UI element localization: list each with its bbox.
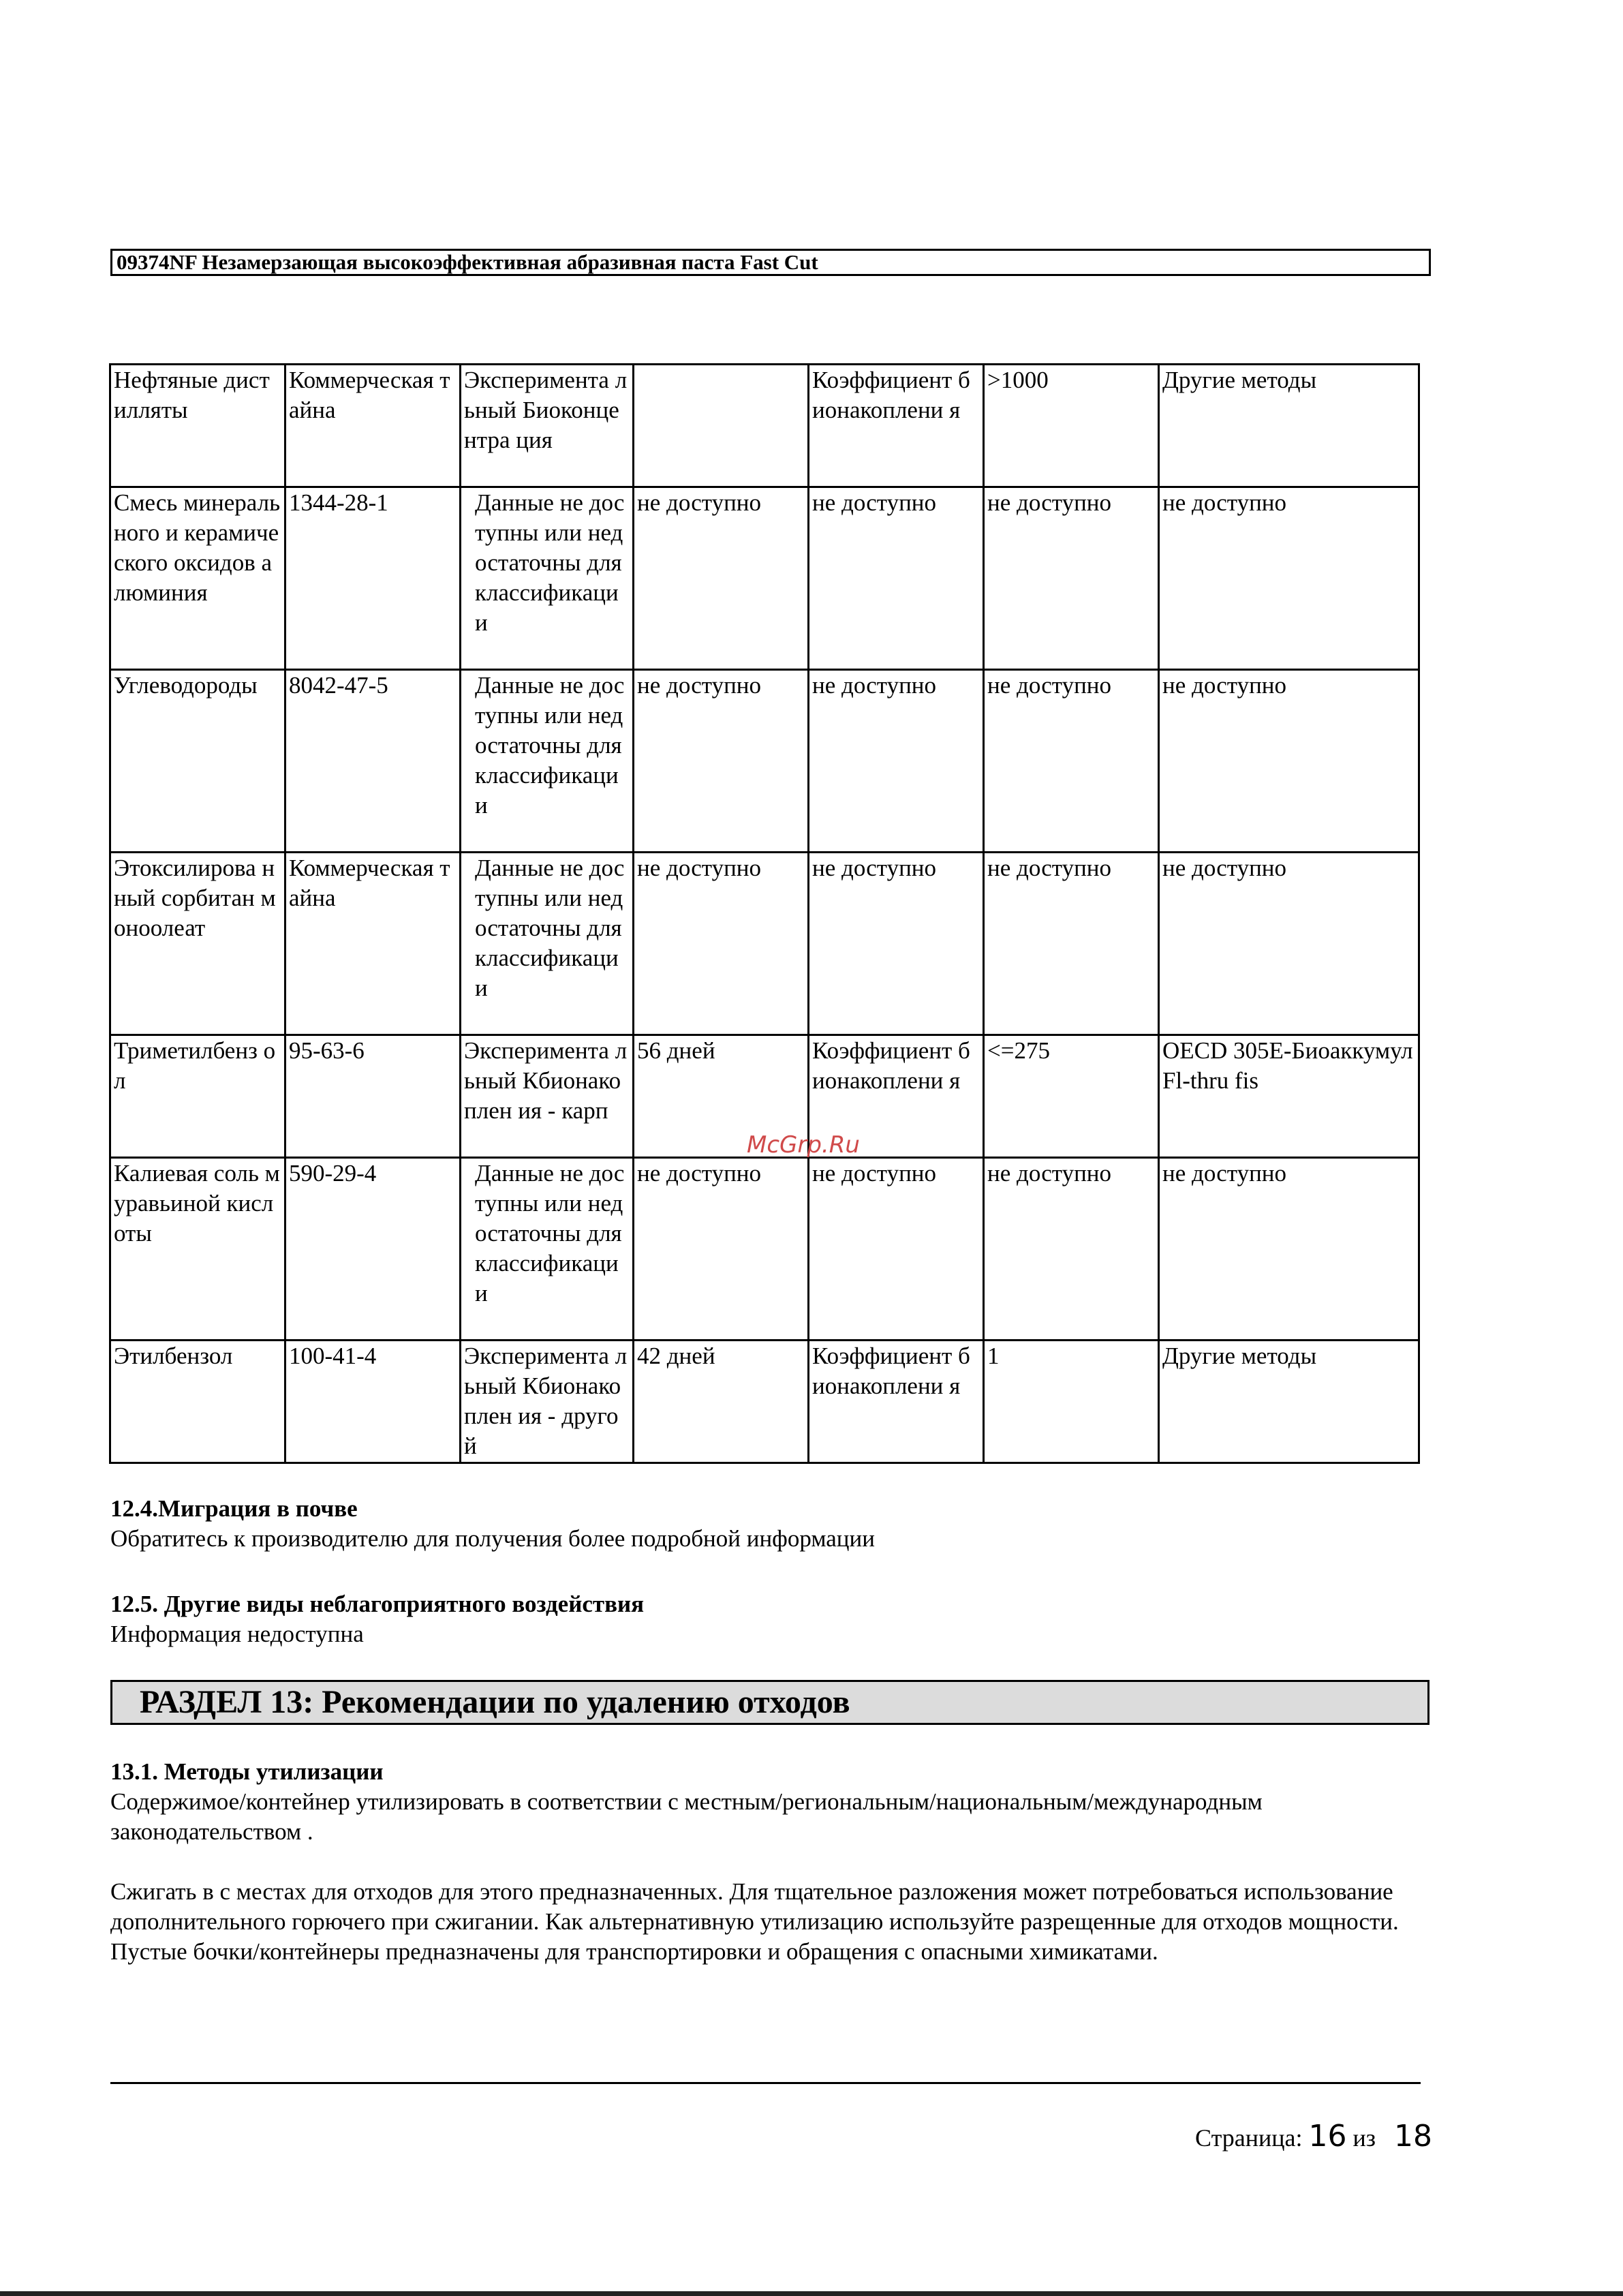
table-cell: не доступно: [634, 1158, 809, 1341]
table-cell: Данные не доступны или недостаточны для классификаци и: [461, 670, 634, 853]
table-cell: <=275: [984, 1035, 1159, 1158]
table-cell: не доступно: [634, 670, 809, 853]
table-cell: не доступно: [1159, 670, 1419, 853]
table-cell: не доступно: [809, 670, 984, 853]
table-cell: Коэффициент бионакоплени я: [809, 365, 984, 487]
table-cell: Этоксилирова нный сорбитан моноолеат: [110, 853, 285, 1035]
table-cell: OECD 305E-Биоаккумул Fl-thru fis: [1159, 1035, 1419, 1158]
table-cell: Коэффициент бионакоплени я: [809, 1341, 984, 1463]
bioaccumulation-table: [109, 363, 1420, 1464]
table-cell: не доступно: [809, 1158, 984, 1341]
table-cell: Нефтяные дистилляты: [110, 365, 285, 487]
section-12-5-title: 12.5. Другие виды неблагоприятного воздействия: [110, 1591, 645, 1617]
table-cell: Данные не доступны или недостаточны для классификаци и: [461, 487, 634, 670]
table-cell: 8042-47-5: [285, 670, 461, 853]
page-footer: [1195, 2119, 1432, 2155]
table-cell: не доступно: [984, 1158, 1159, 1341]
document-header: 09374NF Незамерзающая высокоэффективная абразивная паста Fast Cut: [110, 249, 1431, 276]
table-cell: Калиевая соль муравьиной кислоты: [110, 1158, 285, 1341]
table-cell: Другие методы: [1159, 365, 1419, 487]
section-13-1-paragraph-1: Содержимое/контейнер утилизировать в соответствии с местным/региональным/национальным/международным законодательством .: [110, 1788, 1263, 1845]
table-cell: 1: [984, 1341, 1159, 1463]
table-cell: 56 дней: [634, 1035, 809, 1158]
page-total: 18: [1394, 2119, 1432, 2154]
table-cell: не доступно: [809, 487, 984, 670]
table-cell: Коэффициент бионакоплени я: [809, 1035, 984, 1158]
table-cell: не доступно: [984, 853, 1159, 1035]
table-cell: не доступно: [984, 670, 1159, 853]
table-cell: 590-29-4: [285, 1158, 461, 1341]
table-cell: Другие методы: [1159, 1341, 1419, 1463]
table-cell: 100-41-4: [285, 1341, 461, 1463]
table-cell: не доступно: [809, 853, 984, 1035]
table-cell: 42 дней: [634, 1341, 809, 1463]
table-cell: Эксперимента льный Биоконцентра ция: [461, 365, 634, 487]
table-cell: 1344-28-1: [285, 487, 461, 670]
section-13-heading: РАЗДЕЛ 13: Рекомендации по удалению отходов: [110, 1680, 1429, 1725]
table-cell: не доступно: [1159, 853, 1419, 1035]
table-cell: Эксперимента льный Кбионакоплен ия - карп: [461, 1035, 634, 1158]
table-cell: не доступно: [634, 853, 809, 1035]
table-row: [110, 365, 1419, 487]
table-cell: Углеводороды: [110, 670, 285, 853]
section-12-4-title: 12.4.Миграция в почве: [110, 1495, 358, 1522]
page-bottom-edge: [0, 2291, 1623, 2296]
section-12-5-text: Информация недоступна: [110, 1621, 364, 1647]
table-cell: не доступно: [1159, 487, 1419, 670]
table-cell: >1000: [984, 365, 1159, 487]
table-row: [110, 1341, 1419, 1463]
table-cell: Коммерческая тайна: [285, 853, 461, 1035]
table-row: [110, 670, 1419, 853]
table-cell: Смесь минерального и керамического оксидов алюминия: [110, 487, 285, 670]
section-12-4-text: Обратитесь к производителю для получения более подробной информации: [110, 1525, 875, 1552]
table-row: [110, 1158, 1419, 1341]
watermark: McGrp.Ru: [747, 1131, 860, 1159]
page-label: Страница:: [1195, 2124, 1303, 2152]
table-cell: Этилбензол: [110, 1341, 285, 1463]
table-cell: [634, 365, 809, 487]
table-cell: не доступно: [634, 487, 809, 670]
section-13-1-title: 13.1. Методы утилизации: [110, 1758, 384, 1785]
table-cell: Данные не доступны или недостаточны для классификаци и: [461, 853, 634, 1035]
table-cell: Коммерческая тайна: [285, 365, 461, 487]
table-row: [110, 853, 1419, 1035]
table-cell: не доступно: [1159, 1158, 1419, 1341]
table-cell: 95-63-6: [285, 1035, 461, 1158]
table-cell: Триметилбенз ол: [110, 1035, 285, 1158]
table-cell: Эксперимента льный Кбионакоплен ия - другой: [461, 1341, 634, 1463]
table-cell: не доступно: [984, 487, 1159, 670]
table-row: [110, 487, 1419, 670]
footer-rule: [110, 2082, 1421, 2084]
section-13-1-paragraph-2: Сжигать в с местах для отходов для этого предназначенных. Для тщательное разложения может потребоваться использование дополнительного горючего при сжигании. Как альтернативную утилизацию используйте разрещенные для отходов мощности. Пустые бочки/контейнеры предназначены для транспортировки и обращения с опасными химикатами.: [110, 1878, 1399, 1965]
page-number: 16: [1308, 2119, 1347, 2154]
table-cell: Данные не доступны или недостаточны для классификаци и: [461, 1158, 634, 1341]
page-of: из: [1352, 2124, 1376, 2152]
